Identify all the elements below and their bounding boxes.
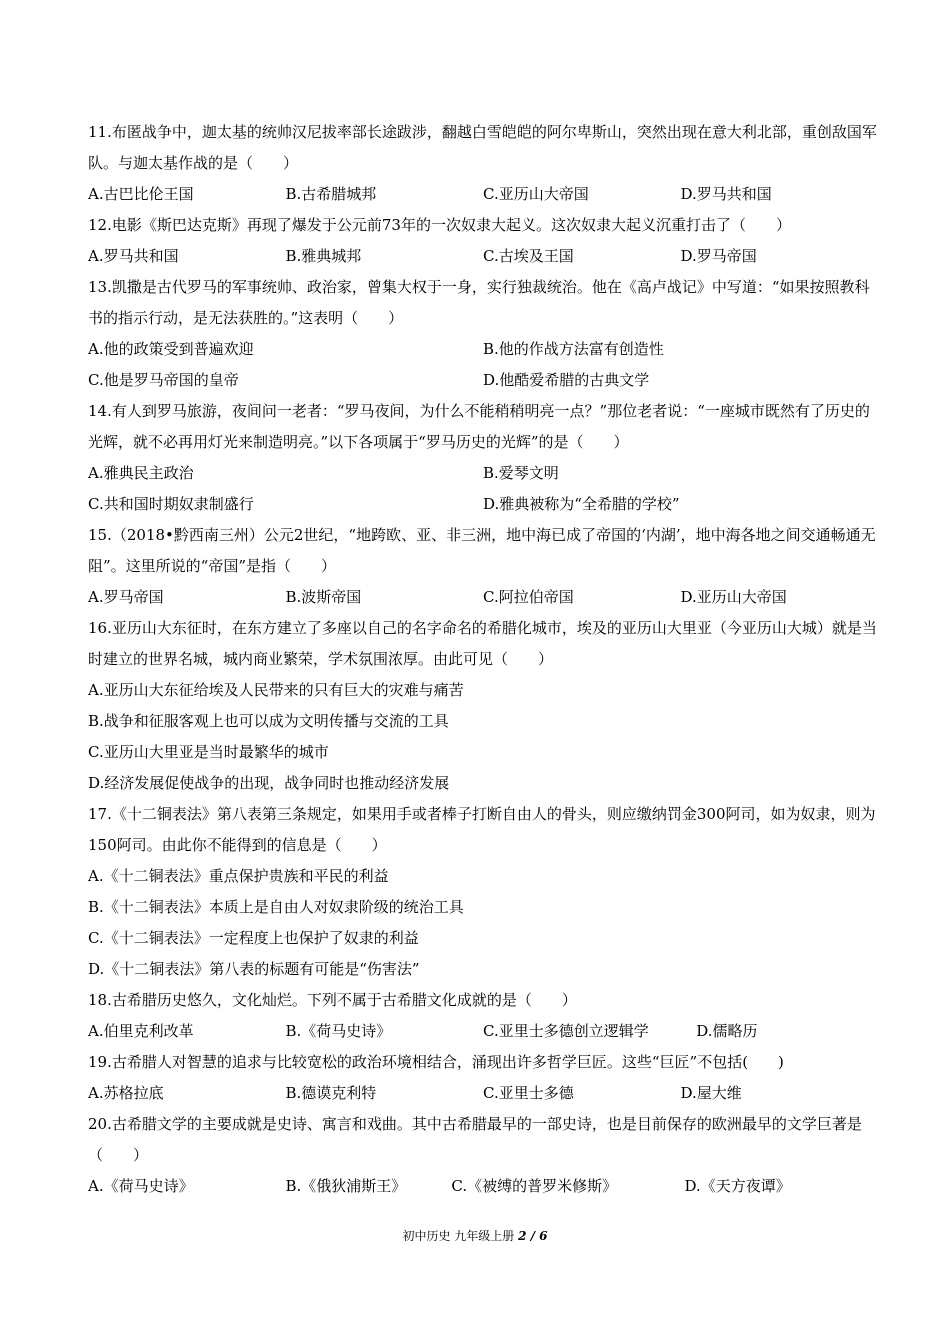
question-stem: 20.古希腊文学的主要成就是史诗、寓言和戏曲。其中古希腊最早的一部史诗，也是目前保存的欧洲最早的文学巨著是（ ）: [88, 1115, 862, 1164]
question-stem: 17.《十二铜表法》第八表第三条规定，如果用手或者棒子打断自由人的骨头，则应缴纳罚金300阿司，如为奴隶，则为150阿司。由此你不能得到的信息是（ ）: [88, 805, 876, 854]
option-b: B.战争和征服客观上也可以成为文明传播与交流的工具: [88, 712, 449, 730]
option-d: D.罗马帝国: [680, 247, 757, 265]
question-19: [88, 1047, 878, 1109]
option-row: [88, 1016, 878, 1047]
footer-subject: 初中历史 九年级上册: [402, 1229, 519, 1243]
option-a: A.罗马帝国: [88, 588, 164, 606]
option-b: B.雅典城邦: [285, 247, 362, 265]
option-b: B.《俄狄浦斯王》: [285, 1177, 407, 1195]
option-c: C.他是罗马帝国的皇帝: [88, 371, 239, 389]
question-stem: 13.凯撒是古代罗马的军事统帅、政治家，曾集大权于一身，实行独裁统治。他在《高卢战记》中写道：“如果按照教科书的指示行动，是无法获胜的。”这表明（ ）: [88, 278, 870, 327]
option-row: [88, 861, 878, 985]
option-d: D.罗马共和国: [680, 185, 772, 203]
option-d: D.亚历山大帝国: [680, 588, 787, 606]
question-stem: 12.电影《斯巴达克斯》再现了爆发于公元前73年的一次奴隶大起义。这次奴隶大起义沉重打击了（ ）: [88, 216, 791, 234]
option-c: C.《被缚的普罗米修斯》: [451, 1177, 618, 1195]
option-a: A.雅典民主政治: [88, 464, 194, 482]
option-d: D.儒略历: [696, 1022, 758, 1040]
option-row: [88, 241, 878, 272]
question-stem: 15.（2018•黔西南三州）公元2世纪，“地跨欧、亚、非三洲，地中海已成了帝国的‘内湖’，地中海各地之间交通畅通无阻”。这里所说的“帝国”是指（ ）: [88, 526, 876, 575]
option-c: C.共和国时期奴隶制盛行: [88, 495, 254, 513]
option-row: [88, 1171, 878, 1202]
option-row: [88, 458, 878, 520]
question-stem: 19.古希腊人对智慧的追求与比较宽松的政治环境相结合，涌现出许多哲学巨匠。这些“巨匠”不包括( ): [88, 1053, 784, 1071]
option-a: A.亚历山大东征给埃及人民带来的只有巨大的灾难与痛苦: [88, 681, 464, 699]
option-d: D.经济发展促使战争的出现，战争同时也推动经济发展: [88, 774, 450, 792]
question-stem: 11.布匿战争中，迦太基的统帅汉尼拔率部长途跋涉，翻越白雪皑皑的阿尔卑斯山，突然出现在意大利北部，重创敌国军队。与迦太基作战的是（ ）: [88, 123, 877, 172]
option-row: [88, 334, 878, 396]
option-d: D.屋大维: [680, 1084, 742, 1102]
option-b: B.爱琴文明: [483, 464, 559, 482]
option-c: C.阿拉伯帝国: [483, 588, 574, 606]
option-row: [88, 179, 878, 210]
option-a: A.他的政策受到普遍欢迎: [88, 340, 254, 358]
option-row: [88, 675, 878, 799]
option-b: B.德谟克利特: [285, 1084, 377, 1102]
question-20: [88, 1109, 878, 1202]
option-b: B.《荷马史诗》: [285, 1022, 392, 1040]
question-stem: 18.古希腊历史悠久，文化灿烂。下列不属于古希腊文化成就的是（ ）: [88, 991, 577, 1009]
option-c: C.古埃及王国: [483, 247, 574, 265]
question-stem: 16.亚历山大东征时，在东方建立了多座以自己的名字命名的希腊化城市，埃及的亚历山大里亚（今亚历山大城）就是当时建立的世界名城，城内商业繁荣，学术氛围浓厚。由此可见（ ）: [88, 619, 877, 668]
option-d: D.他酷爱希腊的古典文学: [483, 371, 650, 389]
option-c: C.亚里士多德创立逻辑学: [483, 1022, 649, 1040]
option-c: C.《十二铜表法》一定程度上也保护了奴隶的利益: [88, 929, 419, 947]
question-stem: 14.有人到罗马旅游，夜间问一老者：“罗马夜间，为什么不能稍稍明亮一点？”那位老者说：“一座城市既然有了历史的光辉，就不必再用灯光来制造明亮。”以下各项属于“罗马历史的光辉”的是（ ）: [88, 402, 870, 451]
option-row: [88, 1078, 878, 1109]
question-12: [88, 210, 878, 272]
option-a: A.伯里克利改革: [88, 1022, 194, 1040]
question-11: [88, 117, 878, 210]
option-row: [88, 582, 878, 613]
option-a: A.罗马共和国: [88, 247, 179, 265]
option-c: C.亚历山大帝国: [483, 185, 589, 203]
option-b: B.古希腊城邦: [285, 185, 377, 203]
page-footer: [0, 1226, 950, 1246]
option-b: B.《十二铜表法》本质上是自由人对奴隶阶级的统治工具: [88, 898, 464, 916]
question-list: [88, 117, 878, 1202]
option-a: A.古巴比伦王国: [88, 185, 194, 203]
page-number: 2 / 6: [518, 1229, 548, 1243]
option-a: A.苏格拉底: [88, 1084, 164, 1102]
option-d: D.《天方夜谭》: [684, 1177, 791, 1195]
question-18: [88, 985, 878, 1047]
option-d: D.《十二铜表法》第八表的标题有可能是“伤害法”: [88, 960, 420, 978]
option-c: C.亚历山大里亚是当时最繁华的城市: [88, 743, 329, 761]
question-17: [88, 799, 878, 985]
option-d: D.雅典被称为“全希腊的学校”: [483, 495, 680, 513]
option-a: A.《荷马史诗》: [88, 1177, 194, 1195]
question-15: [88, 520, 878, 613]
option-b: B.他的作战方法富有创造性: [483, 340, 664, 358]
option-c: C.亚里士多德: [483, 1084, 574, 1102]
option-a: A.《十二铜表法》重点保护贵族和平民的利益: [88, 867, 389, 885]
question-14: [88, 396, 878, 520]
question-13: [88, 272, 878, 396]
option-b: B.波斯帝国: [285, 588, 362, 606]
question-16: [88, 613, 878, 799]
